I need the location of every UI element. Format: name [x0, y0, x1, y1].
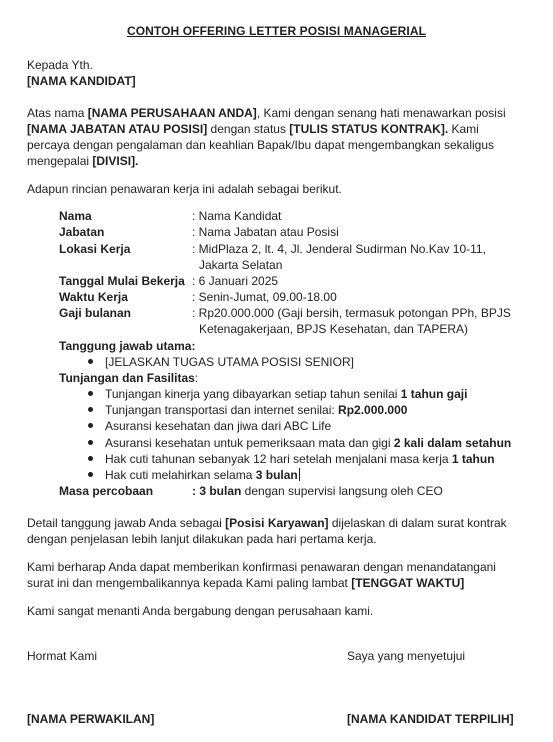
responsibility-item: [JELASKAN TUGAS UTAMA POSISI SENIOR] [88, 354, 354, 370]
employee-position-placeholder: [Posisi Karyawan] [225, 516, 329, 530]
detail-paragraph-line-2: dengan penjelasan lebih lanjut dilakukan pada hari pertama kerja. [27, 532, 377, 546]
division-placeholder: [DIVISI]. [92, 154, 139, 168]
detail-value-gaji-2: Ketenagakerjaan, BPJS Kesehatan, dan TAPERA) [199, 322, 469, 336]
salutation: Kepada Yth. [27, 58, 93, 72]
details-intro: Adapun rincian penawaran kerja ini adalah sebagai berikut. [27, 182, 342, 196]
detail-value-nama: : Nama Kandidat [192, 209, 282, 223]
detail-value-lokasi-2: Jakarta Selatan [199, 258, 283, 272]
detail-label-waktu: Waktu Kerja [59, 290, 128, 304]
signature-left-label: Hormat Kami [27, 649, 98, 663]
intro-line-4: mengepalai [DIVISI]. [27, 154, 139, 168]
company-placeholder: [NAMA PERUSAHAAN ANDA] [87, 106, 257, 120]
bullet-icon [88, 391, 93, 396]
text-cursor [299, 468, 300, 481]
bullet-icon [88, 423, 93, 428]
detail-value-gaji-1: : Rp20.000.000 (Gaji bersih, termasuk potongan PPh, BPJS [192, 306, 511, 320]
benefit-item: Asuransi kesehatan untuk pemeriksaan mata dan gigi 2 kali dalam setahun [88, 435, 511, 451]
bullet-icon [88, 440, 93, 445]
status-placeholder: [TULIS STATUS KONTRAK]. [289, 122, 449, 136]
benefit-item: Hak cuti melahirkan selama 3 bulan [88, 467, 300, 483]
probation-label: Masa percobaan [59, 484, 154, 498]
detail-label-nama: Nama [59, 209, 92, 223]
signature-right-name: [NAMA KANDIDAT TERPILIH] [347, 712, 514, 726]
confirm-paragraph-line-1: Kami berharap Anda dapat memberikan konfirmasi penawaran dengan menandatangani [27, 560, 496, 574]
document-title: CONTOH OFFERING LETTER POSISI MANAGERIAL [126, 24, 427, 38]
detail-label-tanggal: Tanggal Mulai Bekerja [59, 274, 185, 288]
detail-value-jabatan: : Nama Jabatan atau Posisi [192, 225, 339, 239]
bullet-icon [88, 407, 93, 412]
recipient-name: [NAMA KANDIDAT] [27, 74, 136, 88]
responsibility-label: Tanggung jawab utama: [59, 339, 196, 353]
bullet-icon [88, 456, 93, 461]
closing-line: Kami sangat menanti Anda bergabung dengan perusahaan kami. [27, 604, 374, 618]
benefit-item: Hak cuti tahunan sebanyak 12 hari setelah menjalani masa kerja 1 tahun [88, 451, 495, 467]
detail-value-tanggal: : 6 Januari 2025 [192, 274, 279, 288]
intro-line-3: percaya dengan pengalaman dan keahlian Bapak/Ibu dapat mengembangkan sekaligus [27, 138, 495, 152]
probation-value: : 3 bulan dengan supervisi langsung oleh CEO [192, 484, 443, 498]
signature-left-name: [NAMA PERWAKILAN] [27, 712, 155, 726]
benefit-item: Asuransi kesehatan dan jiwa dari ABC Life [88, 418, 331, 434]
benefit-item: Tunjangan kinerja yang dibayarkan setiap tahun senilai 1 tahun gaji [88, 386, 467, 402]
deadline-placeholder: [TENGGAT WAKTU] [351, 576, 465, 590]
benefits-label: Tunjangan dan Fasilitas: [59, 371, 199, 385]
bullet-icon [88, 472, 93, 477]
bullet-icon [88, 359, 93, 364]
detail-label-jabatan: Jabatan [59, 225, 105, 239]
signature-right-label: Saya yang menyetujui [347, 649, 466, 663]
detail-value-waktu: : Senin-Jumat, 09.00-18.00 [192, 290, 337, 304]
confirm-paragraph-line-2: surat ini dan mengembalikannya kepada Kami paling lambat [TENGGAT WAKTU] [27, 576, 465, 590]
intro-line-2: [NAMA JABATAN ATAU POSISI] dengan status [TULIS STATUS KONTRAK]. Kami [27, 122, 479, 136]
position-placeholder: [NAMA JABATAN ATAU POSISI] [27, 122, 208, 136]
benefit-item: Tunjangan transportasi dan internet senilai: Rp2.000.000 [88, 402, 407, 418]
detail-label-gaji: Gaji bulanan [59, 306, 132, 320]
detail-label-lokasi: Lokasi Kerja [59, 242, 131, 256]
intro-line-1: Atas nama [NAMA PERUSAHAAN ANDA], Kami dengan senang hati menawarkan posisi [27, 106, 506, 120]
detail-paragraph-line-1: Detail tanggung jawab Anda sebagai [Posisi Karyawan] dijelaskan di dalam surat kontrak [27, 516, 507, 530]
detail-value-lokasi-1: : MidPlaza 2, lt. 4, Jl. Jenderal Sudirman No.Kav 10-11, [192, 242, 486, 256]
